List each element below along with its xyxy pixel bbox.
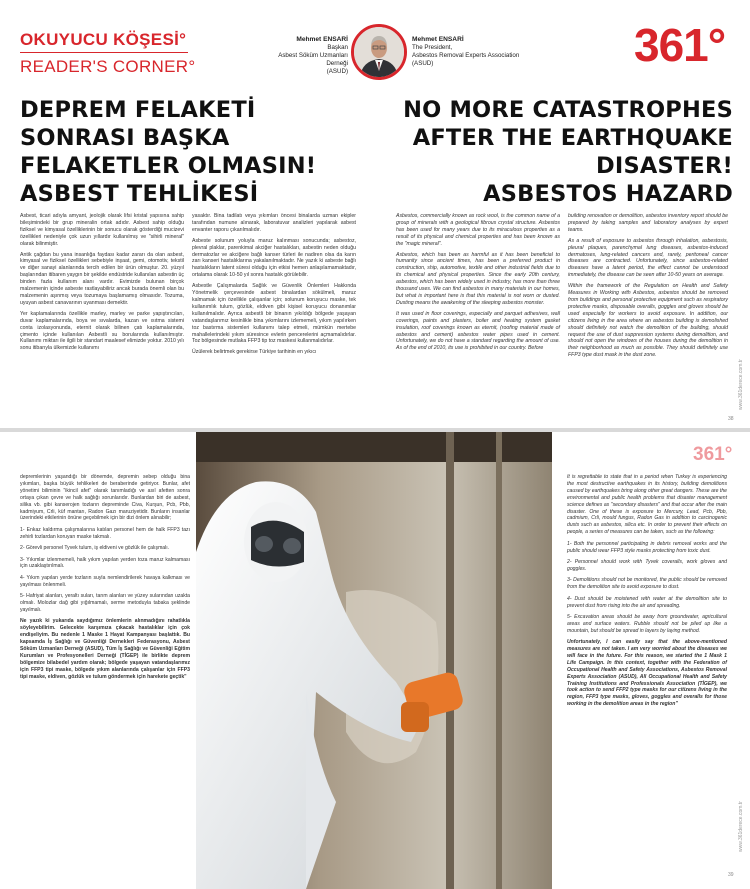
page-number: 39 bbox=[728, 872, 734, 878]
magazine-logo: 361° bbox=[634, 19, 726, 71]
paragraph: Asbestle Çalışmalarda Sağlık ve Güvenlik Önlemleri Hakkında Yönetmelik çerçevesinde asbest binalardan sökülmeli, maruz kalmamak için özellikle çalışanlar için; solunum koruyucu maske, tek kullanımlık tulum, gözlük, eldiven gibi kişisel koruyucu donanımlar kullanılmalıdır. Ayrıca asbestli bir binanın yıkıldığı bölgede yaşayan vatandaşlarımız kesinlikle bina yıkımlarını izlememeli, yıkım yapılırken toz bastırma sistemleri kullanımı talep etmeli, mümkün mertebe mahallelerindeki yıkım süresince evlerin pencerelerini açmamalıdırlar. Toz bölgesinde mutlaka FFP3 tip toz maskesi kullanmalıdırlar. bbox=[192, 283, 356, 345]
author-block-tr bbox=[262, 36, 348, 76]
article-column-tr-1 bbox=[20, 213, 184, 356]
section-title-rule bbox=[20, 52, 188, 53]
paragraph: 3- Yıkımlar izlenmemeli, halk yıkım yapılan yerden toza maruz kalmaması için uzaklaştırılmalı. bbox=[20, 556, 190, 570]
paragraph: depremlerinin yaşandığı bir dönemde, depremin sebep olduğu bina yıkımları, başka büyük tehlikeleri de beraberinde getiriyor. Bunlar, afet yönetimi biliminin "ikincil afet" olarak tanımladığı ve asıl afetten sonra ortaya çıkan çevre ve halk sağlığı sorunlarıdır. Bunlardan biri de asbest, silika vb. gibi kanserojen tozların depreminde Civa, Kurşun, Pcb, Pbb, kadmiyum, Crli, küf mantarı, Radon Gazı maruziyetidir. Bunların insanlar üzerindeki etkilerinin önüne geçebilmek için bir dizi önlem alınabilir; bbox=[20, 474, 190, 522]
headline-tr-line: FELAKETLER OLMASIN! bbox=[20, 153, 317, 179]
paragraph: It was used in floor coverings, especially and parquet adhesives, wall coverings, paints and plasters, boiler and heating system gasket insulation, roof coverings known as eternit, (roofing material made of asbestos and cement) asbestos water pipes used in cement. Unfortunately, we do not have a standard regarding the amount of use. As of the end of 2010, its use is prohibited in our country. Before bbox=[396, 310, 560, 352]
article-column-en-1 bbox=[396, 213, 560, 356]
section-title-tr: OKUYUCU KÖŞESİ° bbox=[20, 30, 187, 49]
magazine-page-right bbox=[0, 432, 750, 889]
headline-tr-line: ASBEST TEHLİKESİ bbox=[20, 181, 259, 207]
headline-tr-line: SONRASI BAŞKA bbox=[20, 125, 230, 151]
article-column-en-2 bbox=[568, 213, 728, 363]
paragraph: 4- Dust should be moistened with water at the demolition site to prevent dust from rising into the air and spreading. bbox=[567, 595, 727, 609]
headline-en-line: NO MORE CATASTROPHES bbox=[403, 97, 733, 123]
paragraph: 5- Hafriyat alanları, yeraltı suları, tarım alanları ve yüzey sularından uzakta olmalı. Molozlar dağ gibi yığılmamalı, serme metoduyla tabaka şeklinde yayılmalı. bbox=[20, 593, 190, 613]
paragraph: yasaktır. Bina tadilatı veya yıkımları öncesi binalarda uzman ekipler tarafından numune alınarak, laboratuvar analizleri yapılarak asbest envanter raporu çıkarılmalıdır. bbox=[192, 213, 356, 233]
paragraph: 3- Demolitions should not be monitored, the public should be removed from the demolition site to avoid exposure to dust. bbox=[567, 577, 727, 591]
author-avatar bbox=[351, 24, 407, 80]
headline-en-line: DISASTER! bbox=[596, 153, 733, 179]
magazine-page-left bbox=[0, 0, 750, 428]
paragraph: Asbest, ticari adıyla amyant, jeolojik olarak lifsi kristal yapısına sahip bileşimindeki bir grup mineralin ortak adıdır. Asbest sahip olduğu fiziksel ve kimyasal özelliklerinin bir sonucu olarak gösterdiği mucizevi özellikleri nedeniyle çok uzun yıllardır kullanılmış ve "sihirli mineral" olarak bilinmiştir. bbox=[20, 213, 184, 247]
author-block-en bbox=[412, 36, 542, 68]
paragraph: 1- Both the personnel participating in debris removal works and the public should wear FFP3 style masks protecting from toxic dust. bbox=[567, 540, 727, 554]
paragraph: 2- Personnel should work with Tyvek coveralls, work gloves and goggles. bbox=[567, 558, 727, 572]
author-name-tr: Mehmet ENSARİ bbox=[296, 36, 348, 43]
paragraph: building renovation or demolition, asbestos inventory report should be prepared by taking samples and laboratory analyses by expert teams. bbox=[568, 213, 728, 233]
article-column-tr-2 bbox=[192, 213, 356, 360]
author-role-tr: Başkan bbox=[327, 44, 348, 51]
side-url: www.361derece.com.tr bbox=[738, 359, 744, 410]
paragraph: Asbestos, commercially known as rock wool, is the common name of a group of minerals with a geological fibrous crystal structure. Asbestos has been used for many years due to its miraculous properties as a result of its physical and chemical properties and has been known as the "magic mineral". bbox=[396, 213, 560, 247]
author-role-en: The President, bbox=[412, 44, 453, 51]
author-abbr-tr: (ASUD) bbox=[326, 68, 348, 75]
magazine-logo-small: 361° bbox=[693, 444, 733, 465]
side-url: www.361derece.com.tr bbox=[738, 801, 744, 852]
headline-en-line: AFTER THE EARTHQUAKE bbox=[412, 125, 733, 151]
paragraph: 4- Yıkım yapılan yerde tozların suyla nemlendirilerek havaya kalkması ve yayılması önlenmeli. bbox=[20, 574, 190, 588]
page-number: 38 bbox=[728, 416, 734, 422]
article-column-en-3 bbox=[567, 474, 727, 713]
article-photo bbox=[196, 432, 552, 889]
paragraph: Yer kaplamalarında özellikle marley, marley ve parke yapıştırıcıları, duvar kaplamalarında, boya ve sıvalarda, kazan ve ısıtma sistemi conta izolasyonunda, eternit olarak bilinen çatı kaplamalarında, çimento içinde kullanılan Asbestli su borularında kullanılmıştır. Kullanımı miktarı ile ilgili bir standart maalesef elimizde yoktur. 2010 yılı sonu itibarıyla ülkemizde kullanımı bbox=[20, 310, 184, 352]
author-org-en: Asbestos Removal Experts Association bbox=[412, 52, 520, 59]
author-name-en: Mehmet ENSARİ bbox=[412, 36, 464, 43]
section-title-en: READER'S CORNER° bbox=[20, 57, 196, 76]
headline-en-line: ASBESTOS HAZARD bbox=[483, 181, 733, 207]
paragraph: 5- Excavation areas should be away from groundwater, agricultural areas and surface waters. Rubble should not be piled up like a mountain, but should be spread in layers by laying method. bbox=[567, 613, 727, 634]
paragraph: 1- Enkaz kaldırma çalışmalarına katılan personel hem de halk FFP3 tazı zehirli tozlardan koruyan maske takmalı. bbox=[20, 526, 190, 540]
article-column-tr-3 bbox=[20, 474, 190, 685]
bold-paragraph: Ne yazık ki yukarıda saydığımız önlemlerin alınmadığını rahatlıkla söyleyebilirim. Gelecekte karşımıza çıkacak hastalıklar için çok endişeliyim. Bu nedenle 1 Maske 1 Hayat Kampanyası başlattık. Bu kapsamda İş Sağlığı ve Güvenliği Dernekleri Federasyonu, Asbest Söküm Uzmanları Derneği (ASUD), Tüm İş Sağlığı ve Güvenliği Eğitim Kurumları ve Profesyonelleri Derneği (TİGEP) ile birlikte deprem bölgemize bilabedel yardım olarak; bölgede yaşayan vatandaşlarımız için FFP3 tipi maske, bölgede yıkım alanlarında çalışanlar için FFP3 tipi maske, eldiven, gözlük ve tulum göndermek için harekete geçtik" bbox=[20, 618, 190, 680]
bold-paragraph: Unfortunately, I can easily say that the above-mentioned measures are not taken. I am very worried about the diseases we will face in the future. For this reason, we started the 1 Mask 1 Life Campaign. In this context, together with the Federation of Occupational Health and Safety Associations, Asbestos Removal Experts Association (ASUD), All Occupational Health and Safety Training Institutions and Professionals Association (TİGEP), we took action to send FFP2 type masks for our citizens living in the region, FFP3 type masks, gloves, goggles and overalls for those working in the demolition areas in the region" bbox=[567, 639, 727, 708]
author-org-tr: Asbest Söküm Uzmanları Derneği bbox=[278, 52, 348, 67]
paragraph: Within the framework of the Regulation on Health and Safety Measures in Working with Asbestos, asbestos should be removed from buildings and personal protective equipment such as respiratory protective masks, disposable overalls, goggles and gloves should be used especially for workers to avoid exposure. In addition, our citizens living in the area where an asbestos building is demolished should definitely not watch the demolition of the building, should request the use of dust suppression systems during demolition, and should not open the windows of the houses during the demolition in their neighborhood as much as possible. They should definitely use FFP3 type dust mask in the dust zone. bbox=[568, 283, 728, 359]
paragraph: Üzülerek belirtmek gerekirse Türkiye tarihinin en yıkıcı bbox=[192, 349, 317, 356]
paragraph: Asbestos, which has been as harmful as it has been beneficial to humanity since ancient times, has been a preferred product in construction, ship, automotive, textile and other industrial fields due to its chemical and physical properties. Since the early 20th century, asbestos, which has been widely used in industry, has more than three thousand uses. We can find asbestos in many materials in our homes, but what is important here is that this material is not worn or dusted. Dusting means the awakening of the sleeping asbestos monster. bbox=[396, 251, 560, 306]
author-abbr-en: (ASUD) bbox=[412, 60, 434, 67]
paragraph: As a result of exposure to asbestos through inhalation, asbestosis, pleural plaques, parenchymal lung diseases, asbestos-induced dermatoses, lung-related cancers and, rarely, peritoneal cancer diseases are contracted. Unfortunately, since asbestos-related diseases have a latent period, the effect cannot be understood immediately, the disease can be seen after 10-50 years on average. bbox=[568, 237, 728, 279]
headline-en bbox=[388, 96, 733, 208]
paragraph: Asbeste solunum yoluyla maruz kalınması sonucunda; asbestoz, plevral plaklar, parenkimal akciğer hastalıkları, asbestin neden olduğu dermatozlar ve akciğere bağlı kanser türleri ile nadiren olsa da karın zarı kanseri hastalıklarına yakalanılmaktadır. Ne yazık ki asbeste bağlı hastalıkların latent süresi olduğu için etkisi hemen anlaşılamamaktadır, ortalama olarak 10-50 yıl sonra hastalık görülebilir. bbox=[192, 237, 356, 279]
headline-tr-line: DEPREM FELAKETİ bbox=[20, 97, 256, 123]
paragraph: It is regrettable to state that in a period when Turkey is experiencing the most destructive earthquakes in its history, building demolitions caused by earthquakes bring along other great dangers. These are the environmental and public health problems that disaster management science defines as "secondary disasters" and that occur after the main disaster. One of these is exposure to Mercury, Lead, Pcb, Pbb, cadmium, Crli, mould fungus, Radon Gas in addition to carcinogenic dusts such as asbestos, silica etc. In order to prevent their effects on people, a series of measures can be taken, such as the following: bbox=[567, 474, 727, 536]
paragraph: Antik çağdan bu yana insanlığa faydası kadar zararı da olan asbest, kimyasal ve fiziksel özellikleri sebebiyle inşaat, gemi, otomotiv, tekstil ve diğer sanayi alanlarında tercih edilen bir ürün olmuştur. 20. yüzyıl başlarından itibaren yaygın bir şekilde endüstride kullanılan asbestin üç binden fazla kullanım alanı vardır. Evimizde bulunan birçok malzemenin içinde asbeste rastlayabiliriz ancak burada önemli olan bu malzemenin aşınmış veya tozumaya başlamamış olmasıdır. Tozuma, uyuyan asbest canavarının uyanması demektir. bbox=[20, 251, 184, 306]
paragraph: 2- Görevli personel Tyvek tulum, iş eldiveni ve gözlük ile çalışmalı. bbox=[20, 545, 170, 552]
headline-tr bbox=[20, 96, 350, 208]
